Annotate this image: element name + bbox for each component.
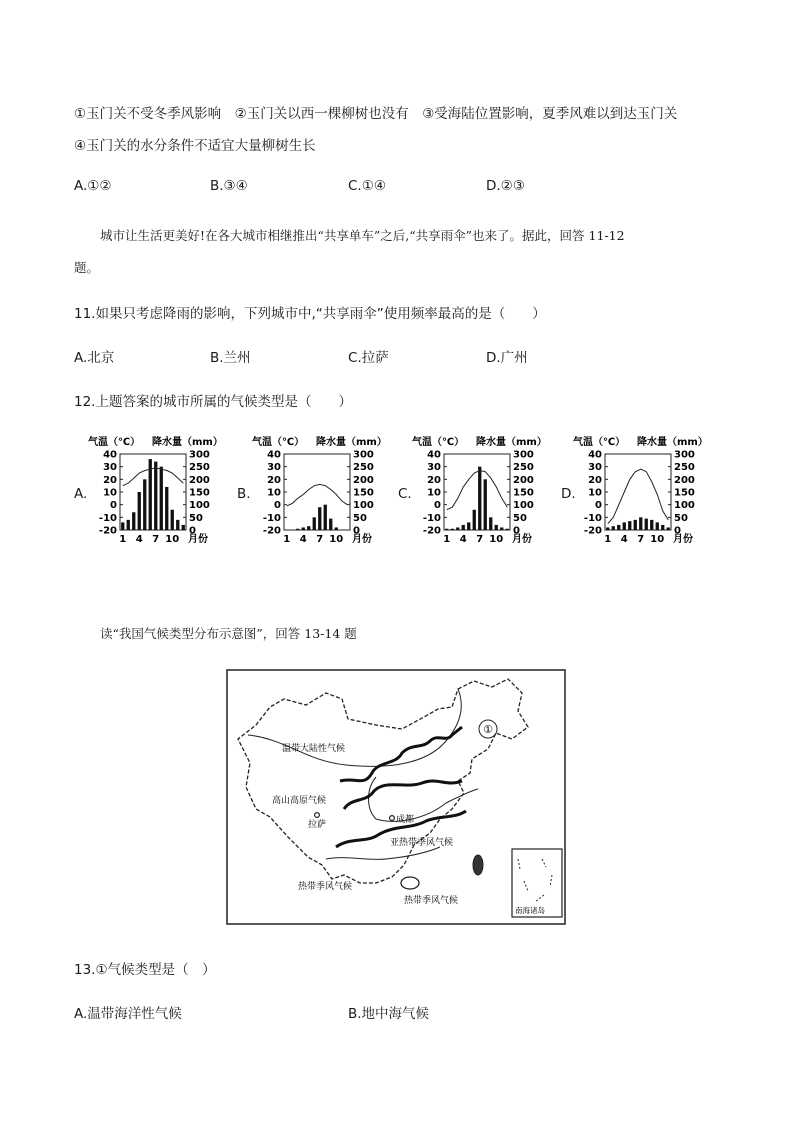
temperature-tick-label: 30 [267, 462, 281, 474]
precipitation-bar [478, 467, 481, 530]
temperature-tick-label: -10 [262, 512, 281, 524]
temperature-curve [287, 484, 348, 506]
precipitation-bar [467, 522, 470, 530]
month-tick-label: 10 [329, 534, 344, 545]
q10-statement-line2: ④玉门关的水分条件不适宜大量柳树生长 [74, 138, 316, 154]
month-tick-label: 7 [637, 534, 645, 545]
taiwan-island [473, 855, 483, 875]
temperature-axis-title: 气温（℃） [88, 437, 141, 448]
month-tick-label: 10 [489, 534, 504, 545]
precipitation-bar [489, 517, 492, 530]
temperature-tick-label: -10 [422, 512, 441, 524]
temperature-tick-label: 20 [588, 474, 602, 486]
precipitation-bar [313, 517, 316, 530]
temperature-tick-label: 10 [103, 487, 117, 499]
precipitation-tick-label: 200 [353, 474, 374, 486]
precipitation-bar [634, 520, 637, 530]
intro-13-14: 读“我国气候类型分布示意图”，回答 13-14 题 [100, 626, 357, 641]
precipitation-bar [500, 527, 503, 530]
climate-chart-a [88, 430, 234, 550]
month-tick-label: 1 [443, 534, 451, 545]
temperature-tick-label: 0 [434, 500, 441, 512]
temperature-tick-label: 10 [588, 487, 602, 499]
chart-frame [120, 454, 186, 530]
precipitation-bar [661, 525, 664, 530]
precipitation-bar [302, 527, 305, 530]
precipitation-tick-label: 100 [189, 500, 210, 512]
inset-label: 南海诸岛 [515, 906, 545, 915]
climate-chart-d [573, 430, 719, 550]
precipitation-tick-label: 150 [353, 487, 374, 499]
precipitation-tick-label: 50 [513, 512, 527, 524]
precipitation-bar [495, 525, 498, 530]
temperature-tick-label: 10 [427, 487, 441, 499]
label-subtropical: 亚热带季风气候 [390, 838, 454, 848]
precipitation-axis-title: 降水量（mm） [152, 437, 223, 448]
temperature-curve [447, 471, 508, 510]
temperature-tick-label: -10 [98, 512, 117, 524]
precipitation-tick-label: 100 [674, 500, 695, 512]
precipitation-tick-label: 250 [674, 462, 695, 474]
q10-option-c: C.①④ [348, 178, 386, 194]
month-tick-label: 4 [299, 534, 307, 545]
temperature-axis-title: 气温（℃） [573, 437, 626, 448]
precipitation-bar [160, 467, 163, 530]
month-tick-label: 1 [604, 534, 612, 545]
precipitation-tick-label: 100 [513, 500, 534, 512]
precipitation-tick-label: 200 [674, 474, 695, 486]
precipitation-tick-label: 0 [674, 525, 681, 537]
temperature-tick-label: 30 [588, 462, 602, 474]
precipitation-bar [667, 527, 670, 530]
precipitation-tick-label: 150 [674, 487, 695, 499]
month-axis-unit: 月份 [188, 534, 208, 545]
temperature-tick-label: 20 [427, 474, 441, 486]
month-tick-label: 10 [165, 534, 180, 545]
precipitation-tick-label: 300 [513, 449, 534, 461]
precipitation-tick-label: 150 [189, 487, 210, 499]
precipitation-bar [650, 520, 653, 530]
precipitation-bar [127, 520, 130, 530]
precipitation-tick-label: 50 [674, 512, 688, 524]
month-tick-label: 7 [152, 534, 160, 545]
precipitation-bar [176, 520, 179, 530]
temperature-curve [123, 468, 184, 486]
month-tick-label: 10 [650, 534, 665, 545]
precipitation-bar [628, 521, 631, 530]
chart-frame [605, 454, 671, 530]
temperature-tick-label: -20 [422, 525, 441, 537]
intro-11-12-line2: 题。 [74, 260, 100, 275]
temperature-tick-label: 10 [267, 487, 281, 499]
q13-stem: 13.①气候类型是（ ） [74, 962, 216, 978]
month-tick-label: 4 [459, 534, 467, 545]
precipitation-bar [182, 525, 185, 530]
month-tick-label: 1 [119, 534, 127, 545]
label-plateau: 高山高原气候 [272, 796, 327, 806]
intro-11-12-line1: 城市让生活更美好!在各大城市相继推出“共享单车”之后,“共享雨伞”也来了。据此，回答 11-12 [100, 228, 625, 243]
precipitation-tick-label: 0 [513, 525, 520, 537]
precipitation-bar [623, 522, 626, 530]
temperature-tick-label: 0 [110, 500, 117, 512]
precipitation-bar [606, 527, 609, 530]
temperature-tick-label: 40 [267, 449, 281, 461]
precipitation-tick-label: 300 [353, 449, 374, 461]
precipitation-tick-label: 200 [189, 474, 210, 486]
temperature-curve [608, 469, 669, 524]
precipitation-bar [484, 479, 487, 530]
temperature-axis-title: 气温（℃） [252, 437, 305, 448]
chart-frame [444, 454, 510, 530]
precipitation-bar [645, 519, 648, 530]
month-tick-label: 7 [476, 534, 484, 545]
q11-option-a: A.北京 [74, 350, 115, 366]
q10-option-d: D.②③ [486, 178, 525, 194]
temperature-tick-label: 40 [103, 449, 117, 461]
precipitation-bar [121, 522, 124, 530]
temperature-tick-label: -20 [262, 525, 281, 537]
temperature-tick-label: 0 [595, 500, 602, 512]
precipitation-axis-title: 降水量（mm） [637, 437, 708, 448]
precipitation-bar [617, 525, 620, 530]
precipitation-bar [335, 527, 338, 530]
precipitation-bar [506, 529, 509, 530]
label-temperate-continental: 温带大陆性气候 [282, 744, 346, 754]
q13-option-a: A.温带海洋性气候 [74, 1006, 182, 1022]
month-axis-unit: 月份 [673, 534, 693, 545]
q11-option-c: C.拉萨 [348, 350, 389, 366]
precipitation-tick-label: 250 [189, 462, 210, 474]
precipitation-tick-label: 250 [353, 462, 374, 474]
temperature-tick-label: 40 [427, 449, 441, 461]
precipitation-tick-label: 250 [513, 462, 534, 474]
q10-statement-line1: ①玉门关不受冬季风影响 ②玉门关以西一棵柳树也没有 ③受海陆位置影响，夏季风难以到达玉门关 [74, 106, 678, 122]
precipitation-tick-label: 300 [674, 449, 695, 461]
precipitation-bar [296, 529, 299, 530]
q11-option-d: D.广州 [486, 350, 528, 366]
climate-type-map [226, 669, 566, 925]
month-tick-label: 4 [135, 534, 143, 545]
precipitation-bar [656, 522, 659, 530]
precipitation-bar [324, 505, 327, 530]
label-lhasa: 拉萨 [308, 820, 327, 830]
precipitation-bar [329, 519, 332, 530]
q11-stem: 11.如果只考虑降雨的影响，下列城市中,“共享雨伞”使用频率最高的是（ ） [74, 306, 546, 322]
temperature-tick-label: 40 [588, 449, 602, 461]
precipitation-bar [445, 529, 448, 530]
precipitation-bar [165, 487, 168, 530]
precipitation-axis-title: 降水量（mm） [476, 437, 547, 448]
precipitation-bar [138, 492, 141, 530]
temperature-tick-label: 30 [103, 462, 117, 474]
month-tick-label: 4 [620, 534, 628, 545]
precipitation-tick-label: 100 [353, 500, 374, 512]
q10-option-b: B.③④ [210, 178, 248, 194]
precipitation-bar [639, 517, 642, 530]
precipitation-bar [307, 526, 310, 530]
chart-frame [284, 454, 350, 530]
temperature-tick-label: -10 [583, 512, 602, 524]
precipitation-tick-label: 50 [189, 512, 203, 524]
precipitation-bar [462, 525, 465, 530]
precipitation-bar [132, 512, 135, 530]
month-tick-label: 1 [283, 534, 291, 545]
precipitation-tick-label: 0 [353, 525, 360, 537]
precipitation-bar [612, 526, 615, 530]
q11-option-b: B.兰州 [210, 350, 251, 366]
temperature-axis-title: 气温（℃） [412, 437, 465, 448]
temperature-tick-label: 30 [427, 462, 441, 474]
temperature-tick-label: -20 [98, 525, 117, 537]
precipitation-bar [473, 510, 476, 530]
precipitation-bar [456, 527, 459, 530]
temperature-tick-label: 20 [103, 474, 117, 486]
precipitation-tick-label: 200 [513, 474, 534, 486]
temperature-tick-label: 0 [274, 500, 281, 512]
month-axis-unit: 月份 [512, 534, 532, 545]
month-axis-unit: 月份 [352, 534, 372, 545]
precipitation-bar [143, 479, 146, 530]
q12-option-letter-b: B. [237, 486, 251, 502]
region-1-label: ① [483, 723, 493, 736]
label-tropical-right: 热带季风气候 [404, 896, 459, 906]
q12-option-letter-c: C. [398, 486, 412, 502]
precipitation-bar [451, 529, 454, 530]
precipitation-bar [171, 510, 174, 530]
precipitation-tick-label: 0 [189, 525, 196, 537]
precipitation-bar [154, 462, 157, 530]
climate-chart-b [252, 430, 398, 550]
precipitation-tick-label: 50 [353, 512, 367, 524]
precipitation-tick-label: 300 [189, 449, 210, 461]
label-tropical-left: 热带季风气候 [298, 882, 353, 892]
temperature-tick-label: 20 [267, 474, 281, 486]
climate-chart-c [412, 430, 558, 550]
q13-option-b: B.地中海气候 [348, 1006, 430, 1022]
q12-option-letter-a: A. [74, 486, 88, 502]
temperature-tick-label: -20 [583, 525, 602, 537]
q12-stem: 12.上题答案的城市所属的气候类型是（ ） [74, 394, 352, 410]
label-chengdu: 成都 [396, 815, 415, 825]
q12-option-letter-d: D. [561, 486, 576, 502]
precipitation-tick-label: 150 [513, 487, 534, 499]
precipitation-axis-title: 降水量（mm） [316, 437, 387, 448]
q10-option-a: A.①② [74, 178, 112, 194]
month-tick-label: 7 [316, 534, 324, 545]
precipitation-bar [318, 507, 321, 530]
